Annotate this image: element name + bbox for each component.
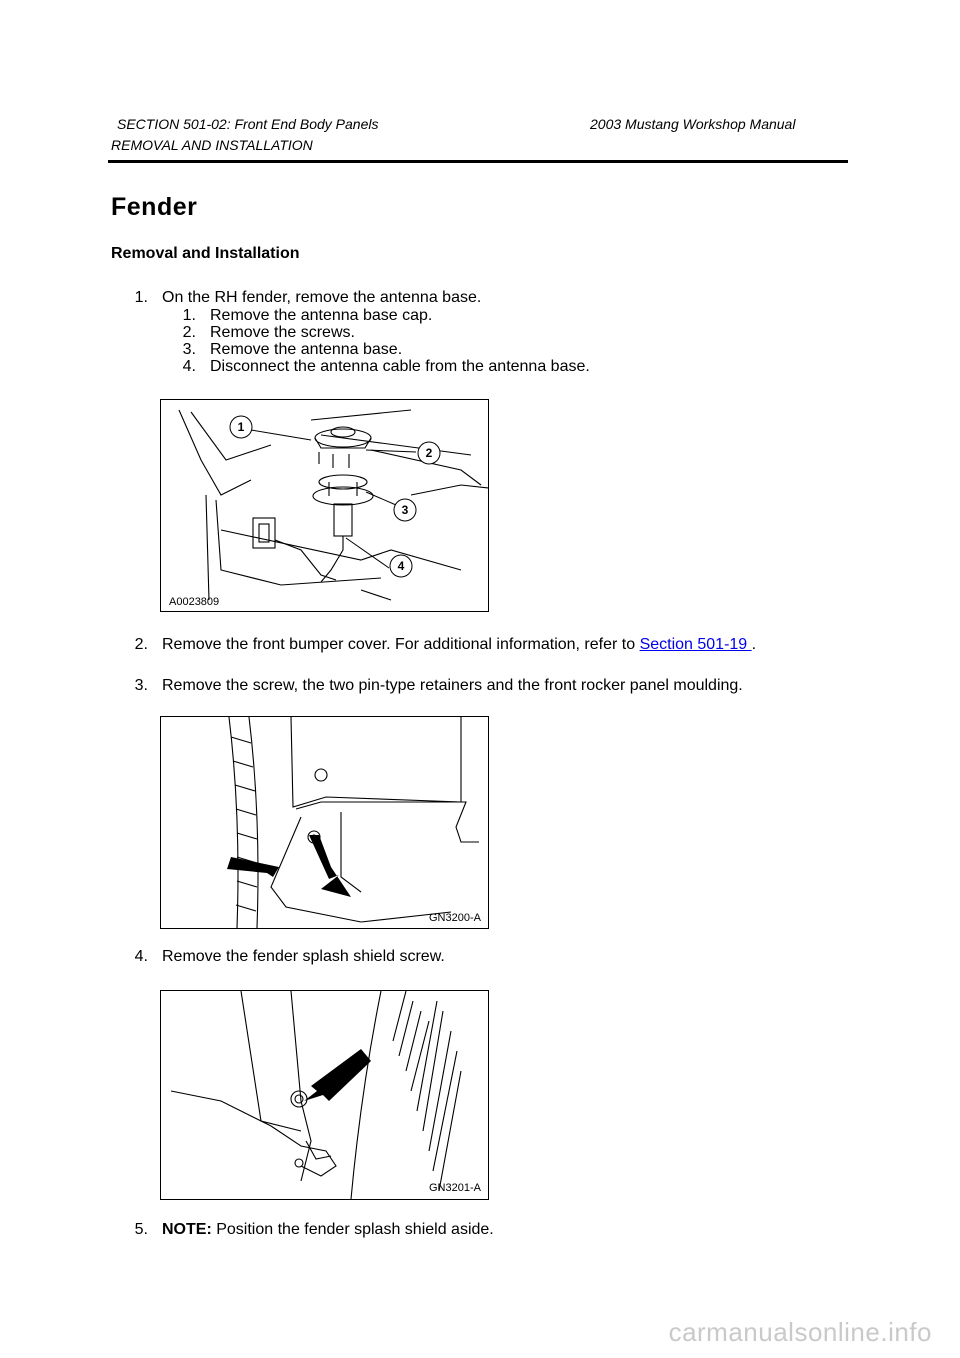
figure-id: GN3200-A <box>429 912 481 924</box>
substep-1-1 <box>168 307 818 325</box>
substep-number: 4. <box>182 358 196 375</box>
antenna-illustration <box>161 400 488 611</box>
figure-splash-shield <box>160 990 489 1200</box>
substep-number: 2. <box>182 324 196 341</box>
step-number: 5. <box>134 1221 148 1238</box>
header-rule <box>108 160 848 163</box>
step-number: 1. <box>134 289 148 306</box>
step-text-end: . <box>751 636 757 653</box>
substep-text: Remove the antenna base. <box>210 341 403 358</box>
watermark: carmanualsonline.info <box>668 1317 932 1347</box>
note-label: NOTE: <box>162 1221 212 1238</box>
step-4 <box>120 948 840 968</box>
step-number: 2. <box>134 636 148 653</box>
figure-id: GN3201-A <box>429 1182 481 1194</box>
arrow-marker <box>309 835 351 897</box>
manual-title: 2003 Mustang Workshop Manual <box>590 116 796 132</box>
substep-text: Remove the screws. <box>210 324 355 341</box>
splash-shield-illustration <box>161 991 488 1199</box>
step-text: Remove the fender splash shield screw. <box>162 948 445 965</box>
substep-number: 1. <box>182 307 196 324</box>
step-number: 4. <box>134 948 148 965</box>
callout-2: 2 <box>425 446 433 460</box>
step-text: On the RH fender, remove the antenna base. <box>162 289 482 306</box>
step-number: 3. <box>134 677 148 694</box>
step-text: Position the fender splash shield aside. <box>211 1221 494 1238</box>
arrow-marker <box>304 1049 371 1101</box>
figure-rocker-moulding <box>160 716 489 929</box>
figure-id: A0023809 <box>169 596 220 608</box>
step-3 <box>120 677 840 697</box>
figure-antenna-base <box>160 399 489 612</box>
step-5 <box>120 1221 840 1241</box>
step-text: Remove the screw, the two pin-type retainers and the front rocker panel moulding. <box>162 677 743 694</box>
substep-text: Remove the antenna base cap. <box>210 307 433 324</box>
leader-3 <box>366 492 396 505</box>
arrow-marker <box>227 857 279 877</box>
section-header: SECTION 501-02: Front End Body Panels <box>117 116 379 132</box>
step-2 <box>120 636 840 656</box>
page-subtitle: Removal and Installation <box>111 245 300 262</box>
substep-1-4 <box>168 358 818 376</box>
leader-1 <box>251 430 311 440</box>
callout-1: 1 <box>237 420 245 434</box>
substep-1-2 <box>168 324 818 342</box>
callout-3: 3 <box>401 503 409 517</box>
substep-1-3 <box>168 341 818 359</box>
section-501-19-link[interactable]: Section 501-19 <box>639 636 752 653</box>
subsection-header: REMOVAL AND INSTALLATION <box>111 137 313 153</box>
step-1 <box>120 289 820 309</box>
substep-number: 3. <box>182 341 196 358</box>
step-text: Remove the front bumper cover. For additional information, refer to <box>162 636 640 653</box>
substep-text: Disconnect the antenna cable from the antenna base. <box>210 358 590 375</box>
callout-4: 4 <box>397 559 405 573</box>
rocker-moulding-illustration <box>161 717 488 928</box>
page-title: Fender <box>111 193 198 221</box>
